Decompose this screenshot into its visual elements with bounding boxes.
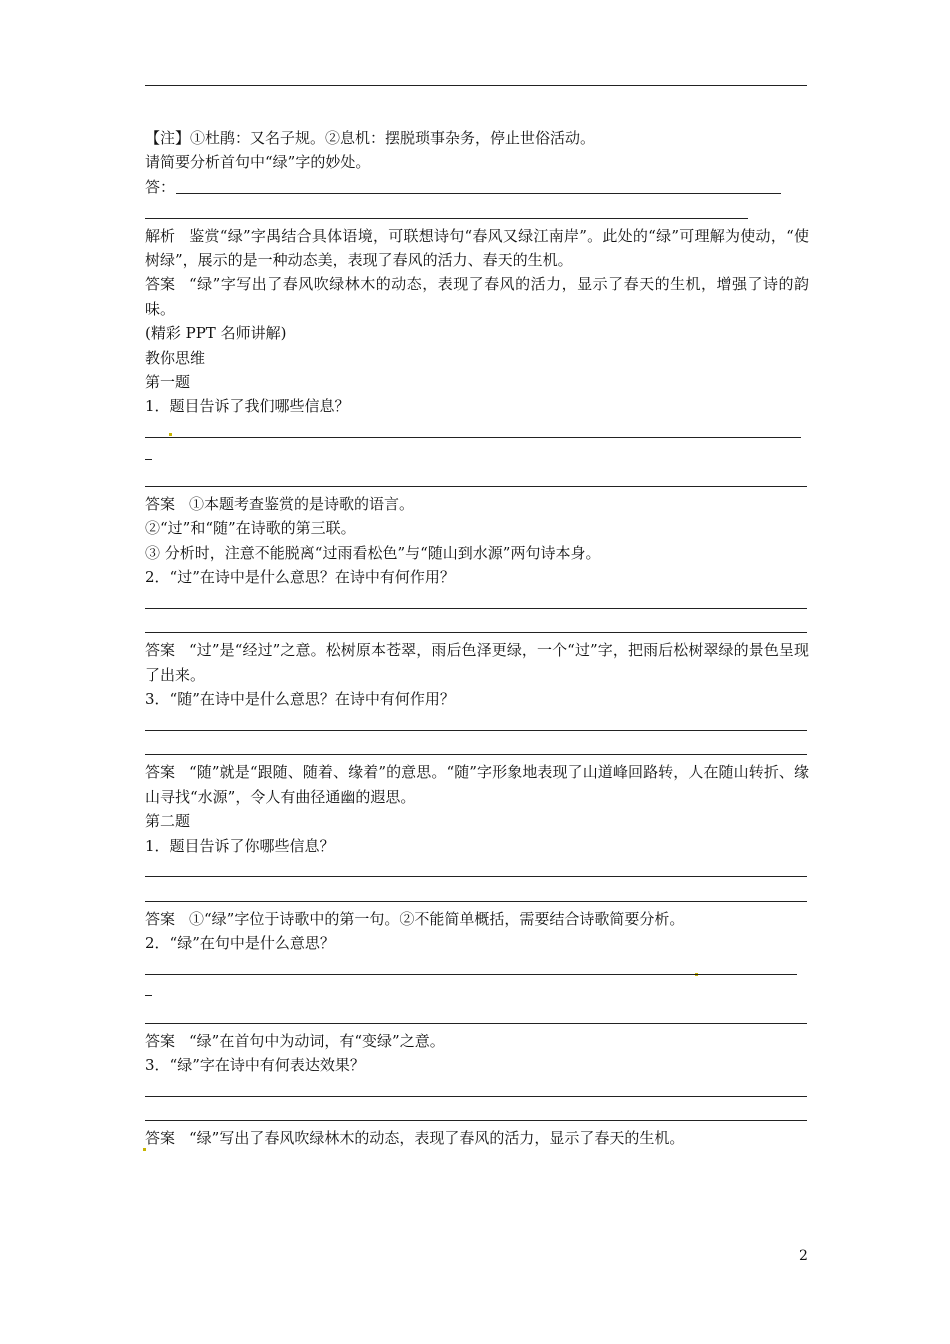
page-content — [145, 126, 809, 1151]
section1-a2-text: “过”是“经过”之意。松树原本苍翠，雨后色泽更绿，一个“过”字，把雨后松树翠绿的景色呈现了出来。 — [145, 641, 809, 684]
page-number: 2 — [799, 1248, 808, 1264]
analysis-label: 解析 — [145, 226, 176, 245]
section2-a3-label: 答案 — [145, 1129, 176, 1148]
analysis-text: 鉴赏“绿”字禺结合具体语境，可联想诗句“春风又绿江南岸”。此处的“绿”可理解为使动，“使树绿”，展示的是一种动态美，表现了春风的活力、春天的生机。 — [145, 226, 809, 269]
section1-q1: 1．题目告诉了我们哪些信息？ — [145, 397, 350, 416]
section2-q3-line-1 — [145, 1078, 809, 1102]
analysis-paragraph — [145, 224, 809, 273]
teach-heading: 教你思维 — [145, 348, 206, 367]
marker-dot — [169, 433, 172, 436]
question-text: 请简要分析首句中“绿”字的妙处。 — [145, 153, 371, 172]
section1-title: 第一题 — [145, 373, 191, 392]
section2-q1-line-1 — [145, 858, 809, 882]
section2-a2-label: 答案 — [145, 1031, 176, 1050]
section2-a2 — [145, 1029, 809, 1053]
section2-a3-text: “绿”写出了春风吹绿林木的动态，表现了春风的活力，显示了春天的生机。 — [189, 1129, 685, 1148]
section2-q3: 3．“绿”字在诗中有何表达效果？ — [145, 1056, 365, 1075]
marker-dot — [695, 973, 698, 976]
section1-q1-line — [145, 419, 809, 443]
section2-q2-dash — [145, 980, 809, 1004]
section1-a3 — [145, 760, 809, 809]
section1-q3-line-1 — [145, 712, 809, 736]
section1-a2 — [145, 638, 809, 687]
section1-a1-label: 答案 — [145, 495, 176, 514]
section2-q2: 2．“绿”在句中是什么意思？ — [145, 934, 335, 953]
section1-q2-line-2 — [145, 614, 809, 638]
section2-a1 — [145, 907, 809, 931]
answer-label: 答： — [145, 177, 176, 196]
marker-dot — [143, 1148, 146, 1151]
section1-a3-label: 答案 — [145, 763, 176, 782]
section2-q2-line-2 — [145, 1004, 809, 1028]
section1-q1-dash — [145, 443, 809, 467]
section2-a1-label: 答案 — [145, 909, 176, 928]
section2-a1-text: ①“绿”字位于诗歌中的第一句。②不能简单概括，需要结合诗歌简要分析。 — [189, 909, 685, 928]
section2-a3 — [145, 1126, 809, 1150]
section2-a2-text: “绿”在首句中为动词，有“变绿”之意。 — [189, 1031, 445, 1050]
top-divider — [145, 85, 807, 86]
main-answer-paragraph — [145, 272, 809, 321]
section1-a1 — [145, 492, 809, 516]
section1-q1-line-2 — [145, 468, 809, 492]
section1-a2-label: 答案 — [145, 641, 176, 660]
answer-line-2 — [145, 199, 809, 223]
section1-q2: 2．“过”在诗中是什么意思？在诗中有何作用？ — [145, 568, 455, 587]
section1-a1-line1: ①本题考查鉴赏的是诗歌的语言。 — [189, 495, 415, 514]
ppt-note: (精彩 PPT 名师讲解) — [145, 324, 287, 343]
section1-a1-line3: ③ 分析时，注意不能脱离“过雨看松色”与“随山到水源”两句诗本身。 — [145, 543, 601, 562]
section1-q3: 3．“随”在诗中是什么意思？在诗中有何作用？ — [145, 690, 455, 709]
section2-q1-line-2 — [145, 882, 809, 906]
section1-a1-line2: ②“过”和“随”在诗歌的第三联。 — [145, 519, 356, 538]
section2-q1: 1．题目告诉了你哪些信息？ — [145, 836, 335, 855]
main-answer-text: “绿”字写出了春风吹绿林木的动态，表现了春风的活力，显示了春天的生机，增强了诗的韵味。 — [145, 275, 809, 318]
section1-a3-text: “随”就是“跟随、随着、缘着”的意思。“随”字形象地表现了山道峰回路转，人在随山转折、缘山寻找“水源”，令人有曲径通幽的遐思。 — [145, 763, 809, 806]
section2-title: 第二题 — [145, 812, 191, 831]
answer-line — [145, 175, 809, 199]
section2-q3-line-2 — [145, 1102, 809, 1126]
section1-q2-line-1 — [145, 590, 809, 614]
main-answer-label: 答案 — [145, 275, 176, 294]
note-text: 【注】①杜鹃：又名子规。②息机：摆脱琐事杂务，停止世俗活动。 — [145, 129, 596, 147]
section2-q2-line — [145, 956, 809, 980]
section1-q3-line-2 — [145, 736, 809, 760]
